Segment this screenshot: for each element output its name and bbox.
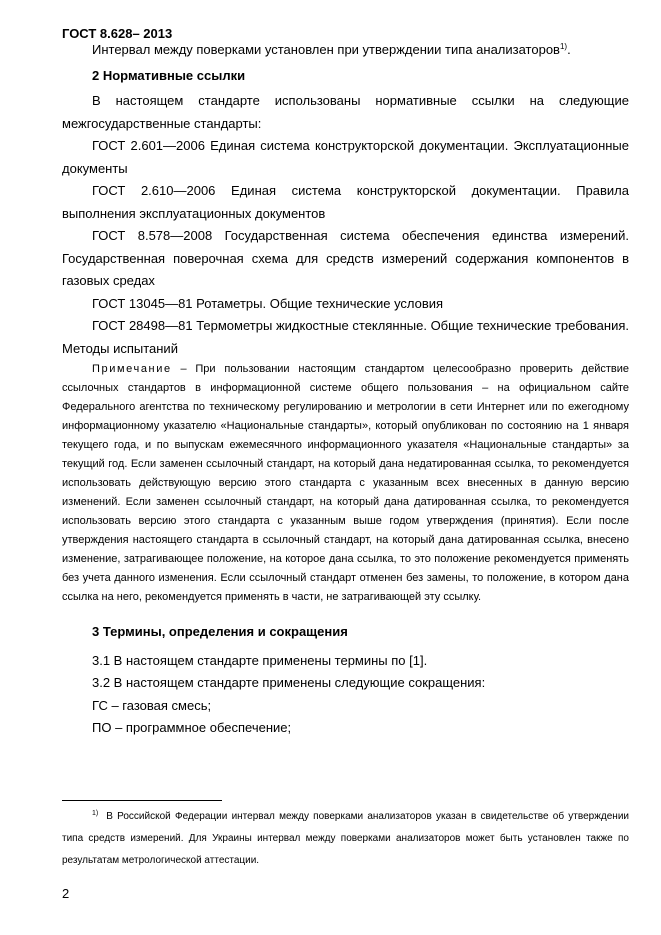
reference-item: ГОСТ 2.610—2006 Единая система конструкторской документации. Правила выполнения эксплуатационных документов <box>62 183 629 221</box>
interval-text-end: . <box>567 42 571 57</box>
footnote <box>62 806 629 872</box>
section-2-heading: 2 Нормативные ссылки <box>92 67 246 83</box>
page-body <box>62 39 629 740</box>
reference-item: ГОСТ 28498—81 Термометры жидкостные стеклянные. Общие технические требования. Методы испытаний <box>62 318 629 356</box>
references-note <box>62 360 629 607</box>
note-text: – При пользовании настоящим стандартом целесообразно проверить действие ссылочных стандартов в информационной системе общего пользования – на официальном сайте Федерального агентства по техническому регулированию и метрологии в сети Интернет или по ежегодному информационному указателю «Национальные стандарты», который опубликован по состоянию на 1 января текущего года, и по выпускам ежемесячного информационного указателя «Национальные стандарты» за текущий год. Если заменен ссылочный стандарт, на который дана недатированная ссылка, то рекомендуется использовать действующую версию этого стандарта с указанным всех внесенных в данную версию изменений. Если заменен ссылочный стандарт, на который дана датированная ссылка, то рекомендуется использовать версию этого стандарта с указанным выше годом утверждения (принятия). Если после утверждения настоящего стандарта в ссылочный стандарт, на который дана датированная ссылка, внесено изменение, затрагивающее положение, на которое дана ссылка, то это положение рекомендуется применять без учета данного изменения. Если ссылочный стандарт отменен без замены, то положение, в котором дана ссылка на него, рекомендуется применять в части, не затрагивающей эту ссылку. <box>62 363 629 603</box>
footnote-ref-marker: 1) <box>559 42 568 51</box>
abbreviation-item: ГС – газовая смесь; <box>92 697 212 713</box>
section-2-intro: В настоящем стандарте использованы нормативные ссылки на следующие межгосударственные стандарты: <box>62 93 629 131</box>
verification-interval-paragraph <box>62 39 629 62</box>
section-3-item: 3.1 В настоящем стандарте применены термины по [1]. <box>92 652 428 668</box>
footnote-marker: 1) <box>92 810 99 817</box>
footnote-text: В Российской Федерации интервал между поверками анализаторов указан в свидетельстве об утверждении типа средств измерений. Для Украины интервал между поверками анализаторов может быть установлен также по результатам метрологической аттестации. <box>62 811 629 866</box>
page-number: 2 <box>62 886 70 901</box>
document-code-header: ГОСТ 8.628– 2013 <box>62 26 173 41</box>
reference-item: ГОСТ 2.601—2006 Единая система конструкторской документации. Эксплуатационные документы <box>62 138 629 176</box>
interval-text: Интервал между поверками установлен при утверждении типа анализаторов <box>92 42 560 57</box>
abbreviation-item: ПО – программное обеспечение; <box>92 720 292 735</box>
footnote-divider <box>62 800 222 801</box>
reference-item: ГОСТ 13045—81 Ротаметры. Общие технические условия <box>92 295 444 311</box>
note-label: Примечание <box>92 363 172 375</box>
section-3-item: 3.2 В настоящем стандарте применены следующие сокращения: <box>92 675 486 690</box>
section-3-heading: 3 Термины, определения и сокращения <box>92 624 348 639</box>
reference-item: ГОСТ 8.578—2008 Государственная система обеспечения единства измерений. Государственная поверочная схема для средств измерений содержания компонентов в газовых средах <box>62 228 629 288</box>
